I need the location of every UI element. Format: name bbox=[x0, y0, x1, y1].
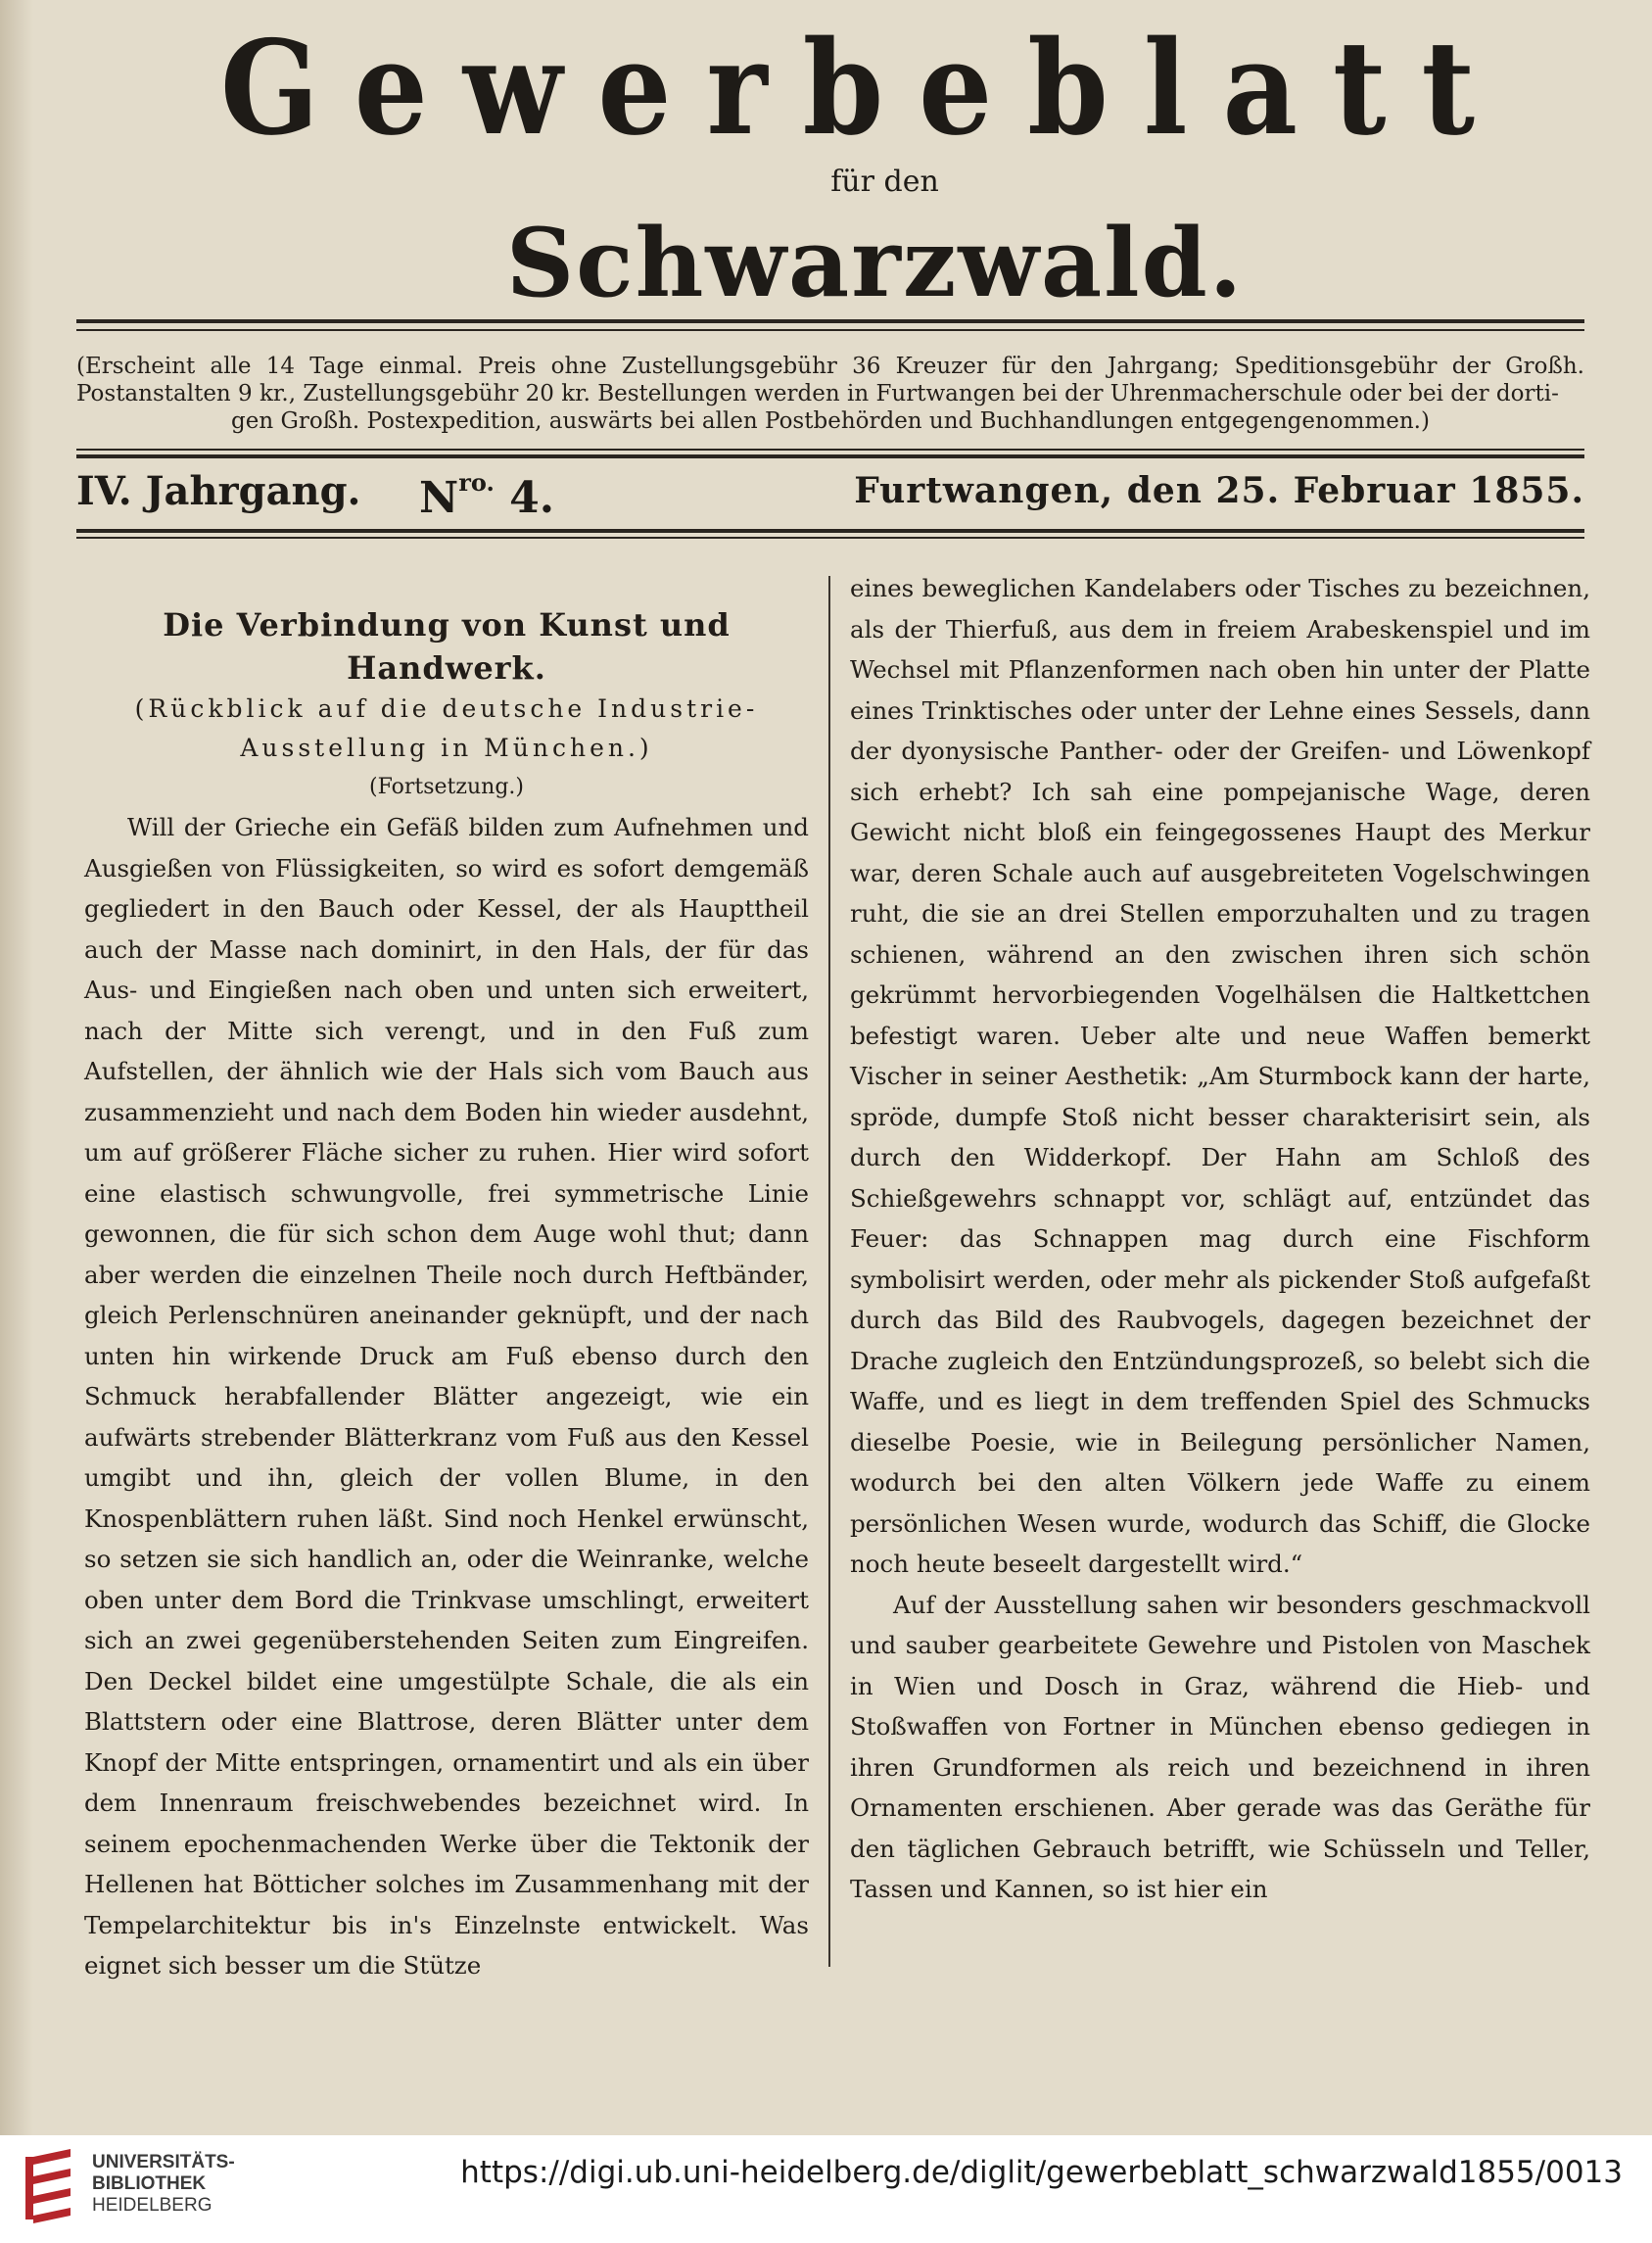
notice-line-1: (Erscheint alle 14 Tage einmal. Preis ohne Zustellungsgebühr 36 Kreuzer für den Jahrgang; Speditionsgebühr der Großh. bbox=[76, 354, 1584, 379]
mid-rule-thin bbox=[76, 449, 1584, 451]
top-rule-thin bbox=[76, 329, 1584, 331]
issue-number bbox=[419, 468, 554, 523]
continuation-note: (Fortsetzung.) bbox=[369, 775, 524, 799]
mid-rule-thick bbox=[76, 454, 1584, 458]
place-and-date: Furtwangen, den 25. Februar 1855. bbox=[854, 470, 1584, 511]
library-line-1: UNIVERSITÄTS- bbox=[92, 2152, 235, 2172]
university-library-logo-icon[interactable] bbox=[20, 2147, 84, 2229]
article-title: Die Verbindung von Kunst und Handwerk. bbox=[163, 606, 731, 687]
top-rule-thick bbox=[76, 319, 1584, 323]
volume-label: IV. Jahrgang. bbox=[76, 468, 361, 514]
library-line-2: BIBLIOTHEK bbox=[92, 2173, 207, 2194]
masthead-title: Gewerbeblatt bbox=[219, 11, 1511, 165]
issue-number-prefix: N bbox=[419, 473, 459, 523]
issue-rule-thick bbox=[76, 529, 1584, 533]
page-binding-edge bbox=[0, 0, 33, 2135]
issue-info-row bbox=[76, 468, 1584, 527]
library-name[interactable] bbox=[92, 2152, 235, 2217]
right-paragraph-1: eines beweglichen Kandelabers oder Tisches zu bezeichnen, als der Thierfuß, aus dem in freiem Arabeskenspiel und im Wechsel mit Pflanzenformen nach oben hin unter der Platte eines Trinktisches oder unter der Lehne eines Sessels, dann der dyonysische Panther- oder der Greifen- und Löwenkopf sich erhebt? Ich sah eine pompejanische Wage, deren Gewicht nicht bloß ein feingegossenes Haupt des Merkur war, deren Schale auch auf ausgebreiteten Vogelschwingen ruht, die sie an drei Stellen emporzuhalten und zu tragen schienen, während an den zwischen ihren sich schön gekrümmt hervorbiegenden Vogelhälsen die Haltkettchen befestigt waren. Ueber alte und neue Waffen bemerkt Vischer in seiner Aesthetik: „Am Sturmbock kann der harte, spröde, dumpfe Stoß nicht besser charakterisirt sein, als durch den Widderkopf. Der Hahn am Schloß des Schießgewehrs schnappt vor, schlägt auf, entzündet das Feuer: das Schnappen mag durch eine Fischform symbolisirt werden, oder mehr als pickender Stoß aufgefaßt durch das Bild des Raubvogels, dagegen bezeichnet der Drache zugleich den Entzündungsprozeß, so belebt sich die Waffe, und es liegt in dem treffenden Spiel des Schmucks dieselbe Poesie, wie in Beilegung persönlicher Namen, wodurch bei den alten Völkern jede Waffe zu einem persönlichen Wesen wurde, wodurch das Schiff, die Glocke noch heute beseelt dargestellt wird.“ bbox=[850, 574, 1590, 1578]
article-subtitle: (Rückblick auf die deutsche Industrie-Ausstellung in München.) bbox=[134, 694, 759, 762]
issue-rule-thin bbox=[76, 537, 1584, 539]
issue-number-value: 4. bbox=[509, 473, 555, 523]
subscription-notice bbox=[76, 353, 1584, 435]
page-url[interactable]: https://digi.ub.uni-heidelberg.de/diglit/gewerbeblatt_schwarzwald1855/0013 bbox=[460, 2155, 1623, 2190]
issue-number-sup: ro. bbox=[458, 468, 495, 497]
right-paragraph-2: Auf der Ausstellung sahen wir besonders geschmackvoll und sauber gearbeitete Gewehre und Pistolen von Maschek in Wien und Dosch in Graz, während die Hieb- und Stoßwaffen von Fortner in München ebenso gediegen in ihren Grundformen als reich und bezeichnend in ihren Ornamenten erschienen. Aber gerade was das Geräthe für den täglichen Gebrauch betrifft, wie Schüsseln und Teller, Tassen und Kannen, so ist hier ein bbox=[850, 1590, 1590, 1903]
column-divider bbox=[828, 576, 830, 1967]
left-paragraph: Will der Grieche ein Gefäß bilden zum Aufnehmen und Ausgießen von Flüssigkeiten, so wird es sofort demgemäß gegliedert in den Bauch oder Kessel, der als Haupttheil auch der Masse nach dominirt, in den Hals, der für das Aus- und Eingießen nach oben und unten sich erweitert, nach der Mitte sich verengt, und in den Fuß zum Aufstellen, der ähnlich wie der Hals sich vom Bauch aus zusammenzieht und nach dem Boden hin wieder ausdehnt, um auf größerer Fläche sicher zu ruhen. Hier wird sofort eine elastisch schwungvolle, frei symmetrische Linie gewonnen, die für sich schon dem Auge wohl thut; dann aber werden die einzelnen Theile noch durch Heftbänder, gleich Perlenschnüren aneinander geknüpft, und der nach unten hin wirkende Druck am Fuß ebenso durch den Schmuck herabfallender Blätter angezeigt, wie ein aufwärts strebender Blätterkranz vom Fuß aus den Kessel umgibt und ihn, gleich der vollen Blume, in den Knospenblättern ruhen läßt. Sind noch Henkel erwünscht, so setzen sie sich handlich an, oder die Weinranke, welche oben unter dem Bord die Trinkvase umschlingt, erweitert sich an zwei gegenüberstehenden Seiten zum Eingreifen. Den Deckel bildet eine umgestülpte Schale, die als ein Blattstern oder eine Blattrose, deren Blätter unter dem Knopf der Mitte entspringen, ornamentirt und als ein über dem Innenraum freischwebendes bezeichnet wird. In seinem epochenmachenden Werke über die Tektonik der Hellenen hat Bötticher solches im Zusammenhang mit der Tempelarchitektur bis in's Einzelnste entwickelt. Was eignet sich besser um die Stütze bbox=[84, 813, 809, 1980]
masthead-fuer: für den bbox=[830, 165, 939, 199]
right-column bbox=[850, 568, 1590, 1910]
notice-line-3: gen Großh. Postexpedition, auswärts bei allen Postbehörden und Buchhandlungen entgegengenommen.) bbox=[231, 408, 1430, 434]
left-column bbox=[84, 570, 809, 1986]
library-line-3: HEIDELBERG bbox=[92, 2195, 212, 2216]
masthead-region: Schwarzwald. bbox=[505, 208, 1245, 318]
notice-line-2: Postanstalten 9 kr., Zustellungsgebühr 20 kr. Bestellungen werden in Furtwangen bei der Uhrenmacherschule oder bei der dorti- bbox=[76, 381, 1559, 406]
